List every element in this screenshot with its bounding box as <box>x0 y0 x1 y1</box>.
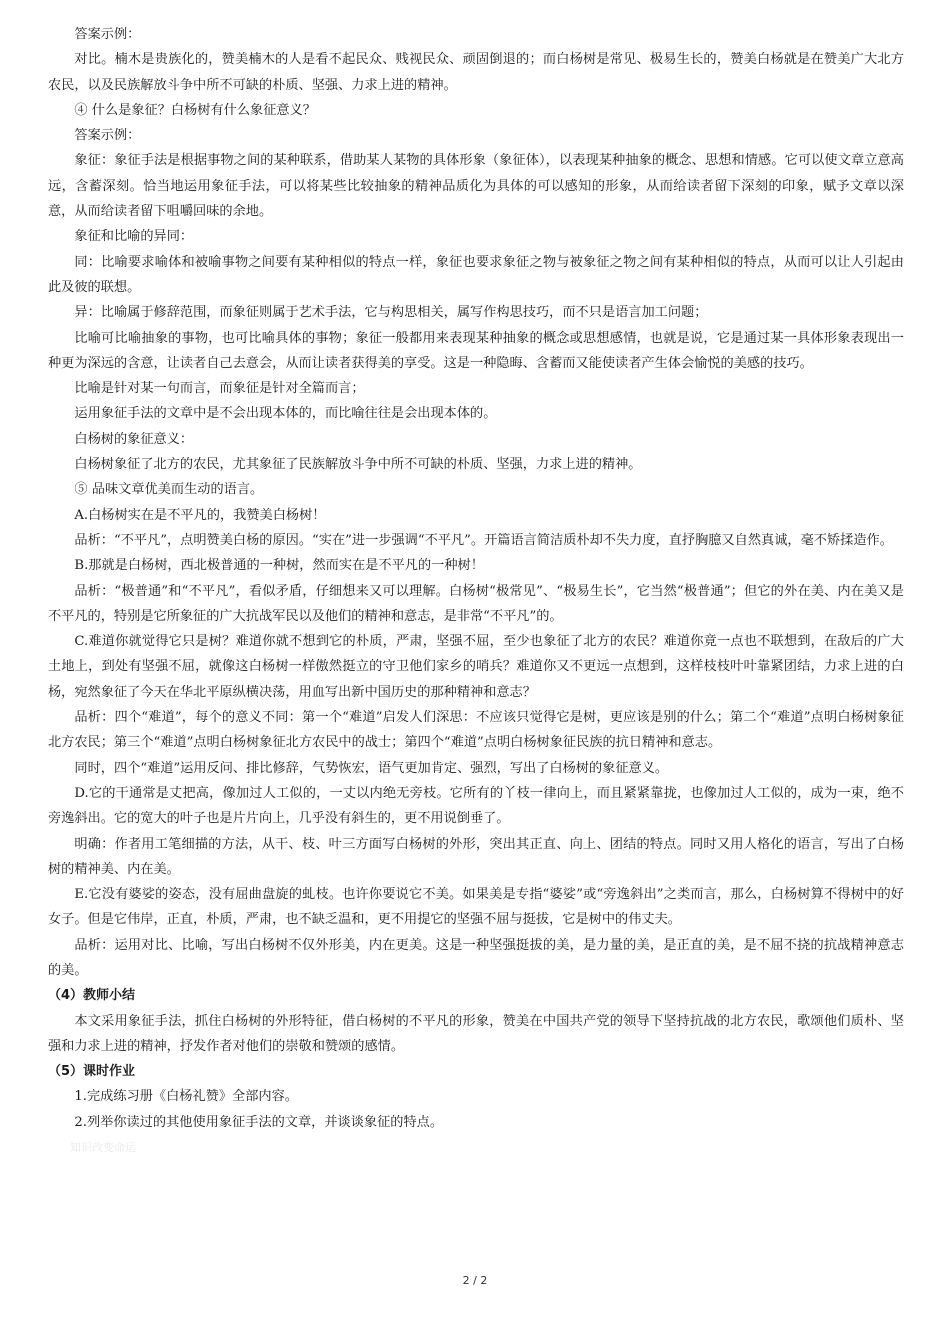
paragraph: 同：比喻要求喻体和被喻事物之间要有某种相似的特点一样，象征也要求象征之物与被象征之物之间有某种相似的特点，从而可以让人引起由此及彼的联想。 <box>48 254 904 295</box>
paragraph: 运用象征手法的文章中是不会出现本体的，而比喻往往是会出现本体的。 <box>74 406 497 422</box>
paragraph: 异：比喻属于修辞范围，而象征则属于艺术手法，它与构思相关，属写作构思技巧，而不只是语言加工问题； <box>74 305 708 321</box>
paragraph: 白杨树象征了北方的农民，尤其象征了民族解放斗争中所不可缺的朴质、坚强，力求上进的精神。 <box>74 457 642 473</box>
paragraph: A.白杨树实在是不平凡的，我赞美白杨树！ <box>74 507 326 523</box>
paragraph: 品析：运用对比、比喻，写出白杨树不仅外形美，内在更美。这是一种坚强挺拔的美，是力量的美，是正直的美，是不屈不挠的抗战精神意志的美。 <box>48 937 904 978</box>
paragraph: 比喻可比喻抽象的事物，也可比喻具体的事物；象征一般都用来表现某种抽象的概念或思想感情，也就是说，它是通过某一具体形象表现出一种更为深远的含意，让读者自己去意会，从而让读者获得美的享受。这是一种隐晦、含蓄而又能使读者产生体会愉悦的美感的技巧。 <box>48 330 904 371</box>
page-number: 2 / 2 <box>462 1274 488 1287</box>
paragraph: B.那就是白杨树，西北极普通的一种树，然而实在是不平凡的一种树！ <box>74 558 484 574</box>
paragraph: 品析：“不平凡”，点明赞美白杨的原因。“实在”进一步强调“不平凡”。开篇语言简洁质朴却不失力度，直抒胸臆又自然真诚，毫不矫揉造作。 <box>74 532 893 548</box>
paragraph: E.它没有婆娑的姿态，没有屈曲盘旋的虬枝。也许你要说它不美。如果美是专指“婆娑”或“旁逸斜出”之类而言，那么，白杨树算不得树中的好女子。但是它伟岸，正直，朴质，严肃，也不缺乏温和，更不用提它的坚强不屈与挺拔，它是树中的伟丈夫。 <box>48 887 904 928</box>
paragraph: 答案示例： <box>74 128 141 144</box>
paragraph: 比喻是针对某一句而言，而象征是针对全篇而言； <box>74 381 365 397</box>
paragraph: 同时，四个“难道”运用反问、排比修辞，气势恢宏，语气更加肯定、强烈，写出了白杨树的象征意义。 <box>74 760 669 776</box>
paragraph: 象征：象征手法是根据事物之间的某种联系，借助某人某物的具体形象（象征体），以表现某种抽象的概念、思想和情感。它可以使文章立意高远，含蓄深刻。恰当地运用象征手法，可以将某些比较抽象的精神品质化为具体的可以感知的形象，从而给读者留下深刻的印象，赋予文章以深意，从而给读者留下咀嚼回味的余地。 <box>48 153 904 220</box>
paragraph: 品析：“极普通”和“不平凡”，看似矛盾，仔细想来又可以理解。白杨树“极常见”、“极易生长”，它当然“极普通”；但它的外在美、内在美又是不平凡的，特别是它所象征的广大抗战军民以及他们的精神和意志，是非常“不平凡”的。 <box>48 583 904 624</box>
paragraph: 1.完成练习册《白杨礼赞》全部内容。 <box>74 1089 298 1105</box>
paragraph: 答案示例： <box>74 27 141 42</box>
paragraph: ④ 什么是象征？白杨树有什么象征意义？ <box>74 102 316 118</box>
paragraph: 对比。楠木是贵族化的，赞美楠木的人是看不起民众、贱视民众、顽固倒退的；而白杨树是常见、极易生长的，赞美白杨就是在赞美广大北方农民，以及民族解放斗争中所不可缺的朴质、坚强、力求上进的精神。 <box>48 52 904 93</box>
paragraph: 2.列举你读过的其他使用象征手法的文章，并谈谈象征的特点。 <box>74 1114 444 1130</box>
paragraph: 象征和比喻的异同： <box>74 229 194 245</box>
paragraph: C.难道你就觉得它只是树？难道你就不想到它的朴质，严肃，坚强不屈，至少也象征了北方的农民？难道你竟一点也不联想到，在敌后的广大土地上，到处有坚强不屈，就像这白杨树一样傲然挺立的守卫他们家乡的哨兵？难道你又不更远一点想到，这样枝枝叶叶靠紧团结，力求上进的白杨，宛然象征了今天在华北平原纵横决荡，用血写出新中国历史的那种精神和意志？ <box>48 634 904 700</box>
section-heading: （5）课时作业 <box>48 1064 136 1080</box>
section-heading: （4）教师小结 <box>48 988 136 1004</box>
paragraph: ⑤ 品味文章优美而生动的语言。 <box>74 482 264 498</box>
paragraph: 本文采用象征手法，抓住白杨树的外形特征，借白杨树的不平凡的形象，赞美在中国共产党的领导下坚持抗战的北方农民，歌颂他们质朴、坚强和力求上进的精神，抒发作者对他们的崇敬和赞颂的感情。 <box>48 1013 904 1054</box>
paragraph: 明确：作者用工笔细描的方法，从干、枝、叶三方面写白杨树的外形，突出其正直、向上、团结的特点。同时又用人格化的语言，写出了白杨树的精神美、内在美。 <box>48 836 904 877</box>
paragraph: D.它的干通常是丈把高，像加过人工似的，一丈以内绝无旁枝。它所有的丫枝一律向上，而且紧紧靠拢，也像加过人工似的，成为一束，绝不旁逸斜出。它的宽大的叶子也是片片向上，几乎没有斜生的，更不用说倒垂了。 <box>48 785 904 827</box>
watermark-text: 知识改变命运 <box>70 1141 136 1155</box>
paragraph: 品析：四个“难道”，每个的意义不同：第一个“难道”启发人们深思：不应该只觉得它是树，更应该是别的什么；第二个“难道”点明白杨树象征北方农民；第三个“难道”点明白杨树象征北方农民中的战士；第四个“难道”点明白杨树象征民族的抗日精神和意志。 <box>48 710 904 751</box>
document-body <box>48 22 904 1160</box>
paragraph: 白杨树的象征意义： <box>74 431 194 447</box>
